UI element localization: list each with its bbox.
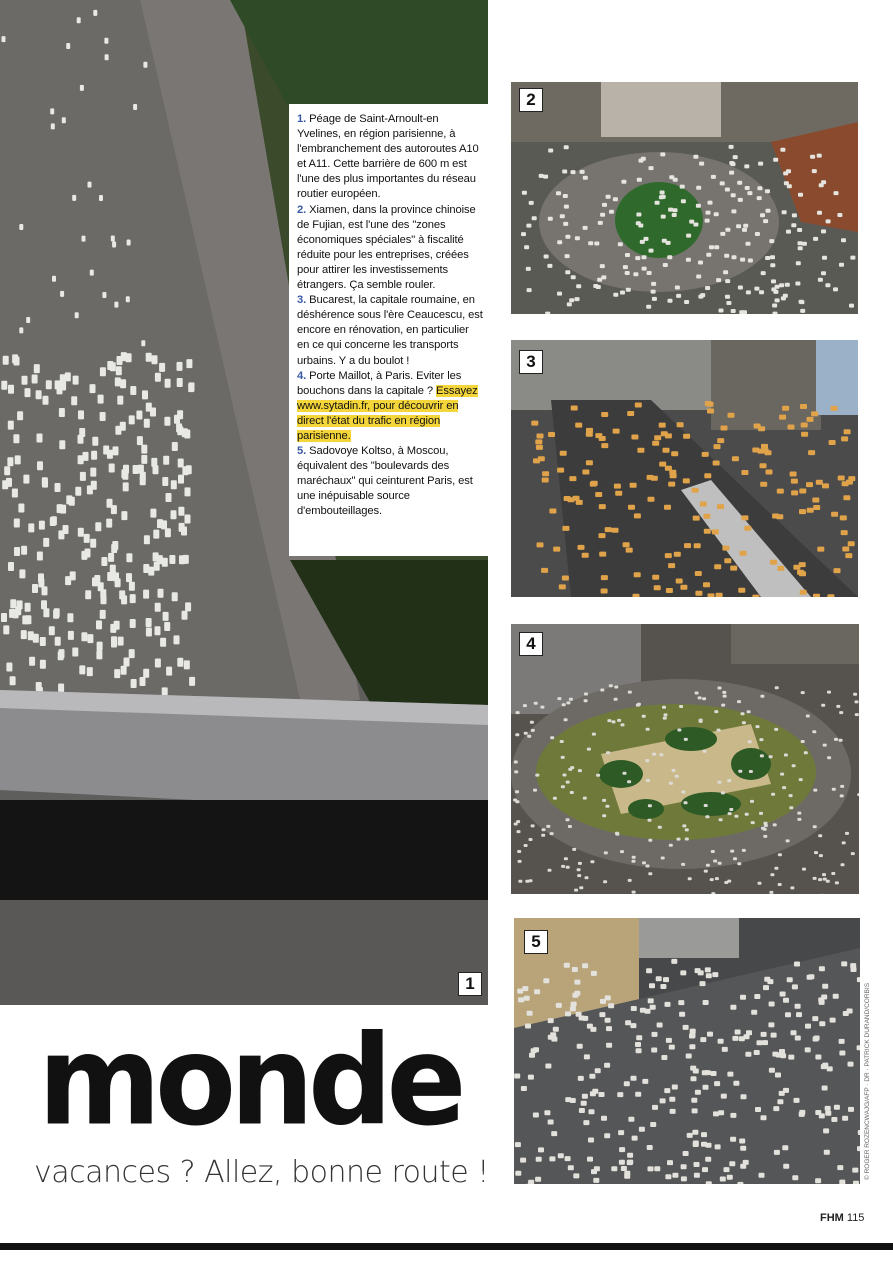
caption-number: 2. — [297, 203, 307, 216]
magazine-brand: FHM — [820, 1212, 844, 1224]
caption-number: 4. — [297, 369, 307, 382]
caption-item-4 — [297, 369, 483, 444]
caption-text: Xiamen, dans la province chinoise de Fujian, est l'une des "zones économiques spéciales" à fiscalité réduite pour les entreprises, créées pour attirer les investissements étrangers. Ça semble rouler. — [297, 203, 476, 292]
page-folio — [820, 1212, 864, 1224]
caption-number: 3. — [297, 294, 307, 307]
subheadline: vacances ? Allez, bonne route ! — [34, 1155, 489, 1190]
caption-item-1 — [297, 112, 483, 203]
highlighted-web-tip: Essayez www.sytadin.fr, pour découvrir en direct l'état du trafic en région parisienne. — [297, 384, 478, 442]
caption-text: Sadovoye Koltso, à Moscou, équivalent des "boulevards des maréchaux" qui ceinturent Paris, est une inépuisable source d'embouteillages. — [297, 445, 473, 518]
photo-5-moscow — [514, 918, 860, 1184]
caption-text: Porte Maillot, à Paris. Eviter les bouchons dans la capitale ? — [297, 369, 462, 397]
caption-text: Péage de Saint-Arnoult-en Yvelines, en région parisienne, à l'embranchement des autoroutes A10 et A11. Cette barrière de 600 m est l'une des plus importantes du réseau routier européen. — [297, 113, 479, 201]
photo-number-badge: 1 — [458, 972, 482, 996]
caption-number: 5. — [297, 445, 307, 458]
photo-number-badge: 3 — [519, 350, 543, 374]
photo-number-badge: 5 — [524, 930, 548, 954]
headline: monde — [38, 1007, 461, 1153]
photo-3-bucharest — [511, 340, 858, 597]
photo-number-badge: 4 — [519, 632, 543, 656]
photo-2-roundabout — [511, 82, 858, 314]
caption-item-5 — [297, 444, 483, 519]
caption-text: Bucarest, la capitale roumaine, en déshérence sous l'ère Ceaucescu, est encore en rénovation, en particulier en ce qui concerne les transports urbains. Y a du boulot ! — [297, 294, 483, 367]
page-number: 115 — [846, 1212, 865, 1224]
photo-credit: © ROGER ROZENCWAJG/AFP · DR · PATRICK DURAND/CORBIS — [864, 982, 871, 1180]
photo-4-porte-maillot — [511, 624, 859, 894]
caption-number: 1. — [297, 113, 307, 125]
bottom-rule — [0, 1243, 893, 1250]
caption-item-3 — [297, 293, 483, 368]
caption-item-2 — [297, 203, 483, 294]
photo-caption-block — [289, 104, 489, 556]
photo-number-badge: 2 — [519, 88, 543, 112]
